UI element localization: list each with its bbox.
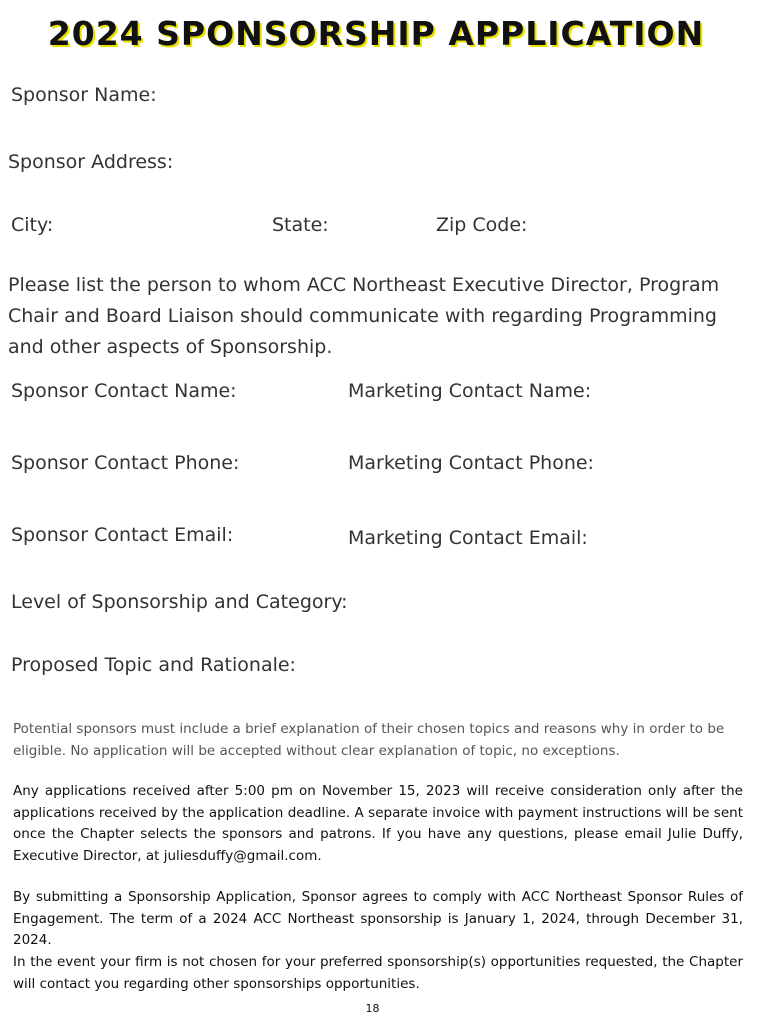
contact-instruction: Please list the person to whom ACC Northeast Executive Director, Program Chair and Board Liaison should communicate with regarding Programming and other aspects of Sponsorship. [8, 274, 720, 358]
rules-paragraph: By submitting a Sponsorship Application, Sponsor agrees to comply with ACC Northeast Sponsor Rules of Engagement. The term of a 2024 ACC Northeast sponsorship is January 1, 2024, through December 31, 2024. [13, 889, 743, 948]
page-title: 2024 SPONSORSHIP APPLICATION [47, 14, 705, 53]
state-label: State: [272, 214, 329, 236]
topic-requirement-note: Potential sponsors must include a brief explanation of their chosen topics and reasons why in order to be eligible. No application will be accepted without clear explanation of topic, no exceptions. [13, 721, 725, 759]
proposed-topic-label: Proposed Topic and Rationale: [11, 654, 296, 676]
sponsor-contact-name-label: Sponsor Contact Name: [11, 380, 237, 402]
marketing-contact-email-label: Marketing Contact Email: [348, 527, 588, 549]
sponsorship-level-label: Level of Sponsorship and Category: [11, 591, 348, 613]
deadline-paragraph: Any applications received after 5:00 pm on November 15, 2023 will receive consideration only after the applications received by the application deadline. A separate invoice with payment instructions will be sent once the Chapter selects the sponsors and patrons. If you have any questions, please email Julie Duffy, Executive Director, at juliesduffy@gmail.com. [13, 783, 743, 864]
alternate-opportunities-paragraph: In the event your firm is not chosen for your preferred sponsorship(s) opportunities requested, the Chapter will contact you regarding other sponsorships opportunities. [13, 954, 743, 992]
city-label: City: [11, 214, 54, 236]
page-number: 18 [365, 1002, 380, 1015]
zip-code-label: Zip Code: [436, 214, 528, 236]
sponsor-contact-email-label: Sponsor Contact Email: [11, 524, 234, 546]
sponsor-name-label: Sponsor Name: [11, 84, 157, 106]
sponsor-address-label: Sponsor Address: [8, 151, 174, 173]
sponsor-contact-phone-label: Sponsor Contact Phone: [11, 452, 240, 474]
marketing-contact-phone-label: Marketing Contact Phone: [348, 452, 594, 474]
marketing-contact-name-label: Marketing Contact Name: [348, 380, 592, 402]
